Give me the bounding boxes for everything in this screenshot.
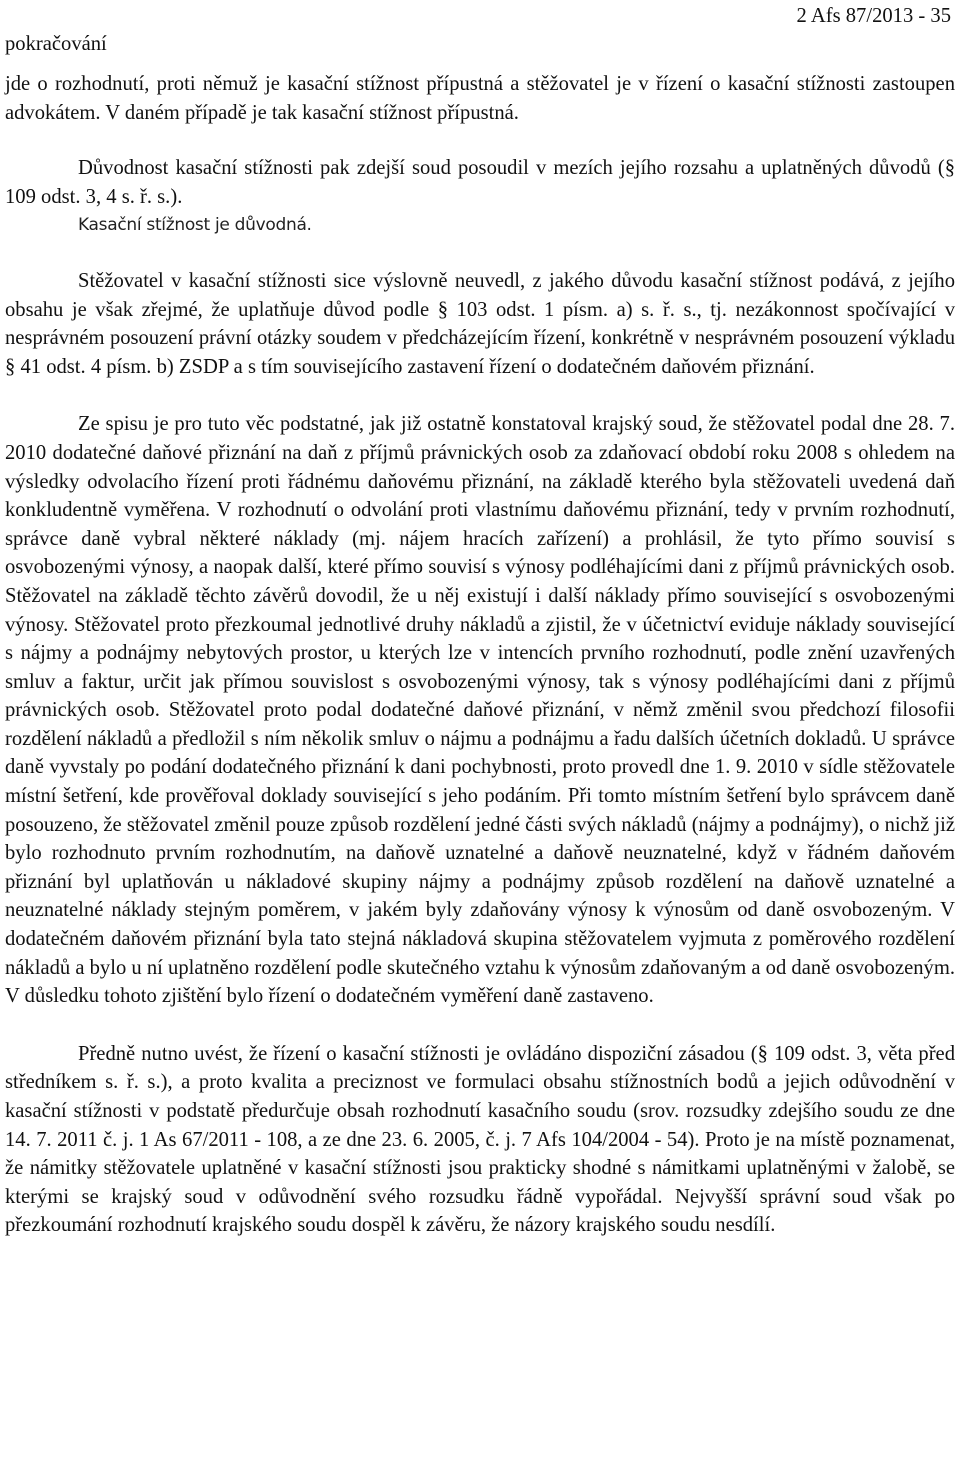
paragraph-scope: Důvodnost kasační stížnosti pak zdejší soud posoudil v mezích jejího rozsahu a uplatněných důvodů (§ 109 odst. 3, 4 s. ř. s.). [5,157,955,208]
page-header [5,0,955,56]
case-number: 2 Afs 87/2013 - 35 [796,5,951,27]
paragraph-admissibility: jde o rozhodnutí, proti němuž je kasační stížnost přípustná a stěžovatel je v řízení o kasační stížnosti zastoupen advokátem. V daném případě je tak kasační stížnost přípustná. [5,73,955,124]
paragraph-facts: Ze spisu je pro tuto věc podstatné, jak již ostatně konstatoval krajský soud, že stěžovatel podal dne 28. 7. 2010 dodatečné daňové přiznání na daň z příjmů právnických osob za zdaňovací období roku 2008 s ohledem na výsledky odvolacího řízení proti řádnému daňovému přiznání, na základě kterého byla stěžovateli uvedená daň konkludentně vyměřena. V rozhodnutí o odvolání proti vlastnímu daňovému přiznání, tedy v prvním rozhodnutí, správce daně vybral některé náklady (mj. nájem hracích zařízení) a prohlásil, že tyto přímo souvisí s osvobozenými výnosy, a naopak další, které přímo souvisí s výnosy podléhajícími dani z příjmů právnických osob. Stěžovatel na základě těchto závěrů dovodil, že u něj existují i další náklady přímo související s osvobozenými výnosy. Stěžovatel proto přezkoumal jednotlivé druhy nákladů a zjistil, že v účetnictví eviduje náklady související s nájmy a podnájmy nebytových prostor, u kterých lze v intencích prvního rozhodnutí, podle znění uzavřených smluv a faktur, určit jak přímou souvislost s osvobozenými výnosy, tak s výnosy podléhajícími dani z příjmů právnických osob. Stěžovatel proto podal dodatečné daňové přiznání, v němž změnil svou předchozí filosofii rozdělení nákladů a předložil s ním několik smluv o nájmu a podnájmu a řadu dalších účetních dokladů. U správce daně vyvstaly po podání dodatečného přiznání k dani pochybnosti, proto provedl dne 1. 9. 2010 v sídle stěžovatele místní šetření, kde prověřoval doklady související s jeho podáním. Při tomto místním šetření bylo správcem daně posouzeno, že stěžovatel změnil pouze způsob rozdělení jedné části svých nákladů (nájmy a podnájmy), o nichž již bylo rozhodnuto prvním rozhodnutím, na daňově uznatelné a daňově neuznatelné, když v řádném daňovém přiznání byl uplatňován u nákladové skupiny nájmy a podnájmy způsob rozdělení na daňově uznatelné a neuznatelné náklady stejným poměrem, v jakém byly zdaňovány výnosy k výnosům od daně osvobozeným. V dodatečném daňovém přiznání byla tato stejná nákladová skupina stěžovatelem vyjmuta z poměrového rozdělení nákladů a bylo u ní uplatněno rozdělení podle skutečného vztahu k výnosům zdaňovaným a od daně osvobozeným. V důsledku tohoto zjištění bylo řízení o dodatečném vyměření daně zastaveno. [5,413,955,1008]
paragraph-assessment: Předně nutno uvést, že řízení o kasační stížnosti je ovládáno dispoziční zásadou (§ 109 odst. 3, věta před středníkem s. ř. s.), a proto kvalita a preciznost ve formulaci obsahu stížnostních bodů a jejich odůvodnění v kasační stížnosti v podstatě předurčuje obsah rozhodnutí kasačního soudu (srov. rozsudky zdejšího soudu ze dne 14. 7. 2011 č. j. 1 As 67/2011 - 108, a ze dne 23. 6. 2005, č. j. 7 Afs 104/2004 - 54). Proto je na místě poznamenat, že námitky stěžovatele uplatněné v kasační stížnosti jsou prakticky shodné s námitkami uplatněnými v žalobě, se kterými se krajský soud v odůvodnění svého rozsudku řádně vypořádal. Nejvyšší správní soud však po přezkoumání rozhodnutí krajského soudu dospěl k závěru, že názory krajského soudu nesdílí. [5,1042,955,1237]
section-heading: Kasační stížnost je důvodná. [78,215,312,236]
continuation-label: pokračování [5,33,107,55]
paragraph-grounds: Stěžovatel v kasační stížnosti sice výslovně neuvedl, z jakého důvodu kasační stížnost podává, z jejího obsahu je však zřejmé, že uplatňuje důvod podle § 103 odst. 1 písm. a) s. ř. s., tj. nezákonnost spočívající v nesprávném posouzení právní otázky soudem v předcházejícím řízení, konkrétně v nesprávném posouzení výkladu § 41 odst. 4 písm. b) ZSDP a s tím souvisejícího zastavení řízení o dodatečném daňovém přiznání. [5,269,955,378]
document-page [5,0,955,1240]
